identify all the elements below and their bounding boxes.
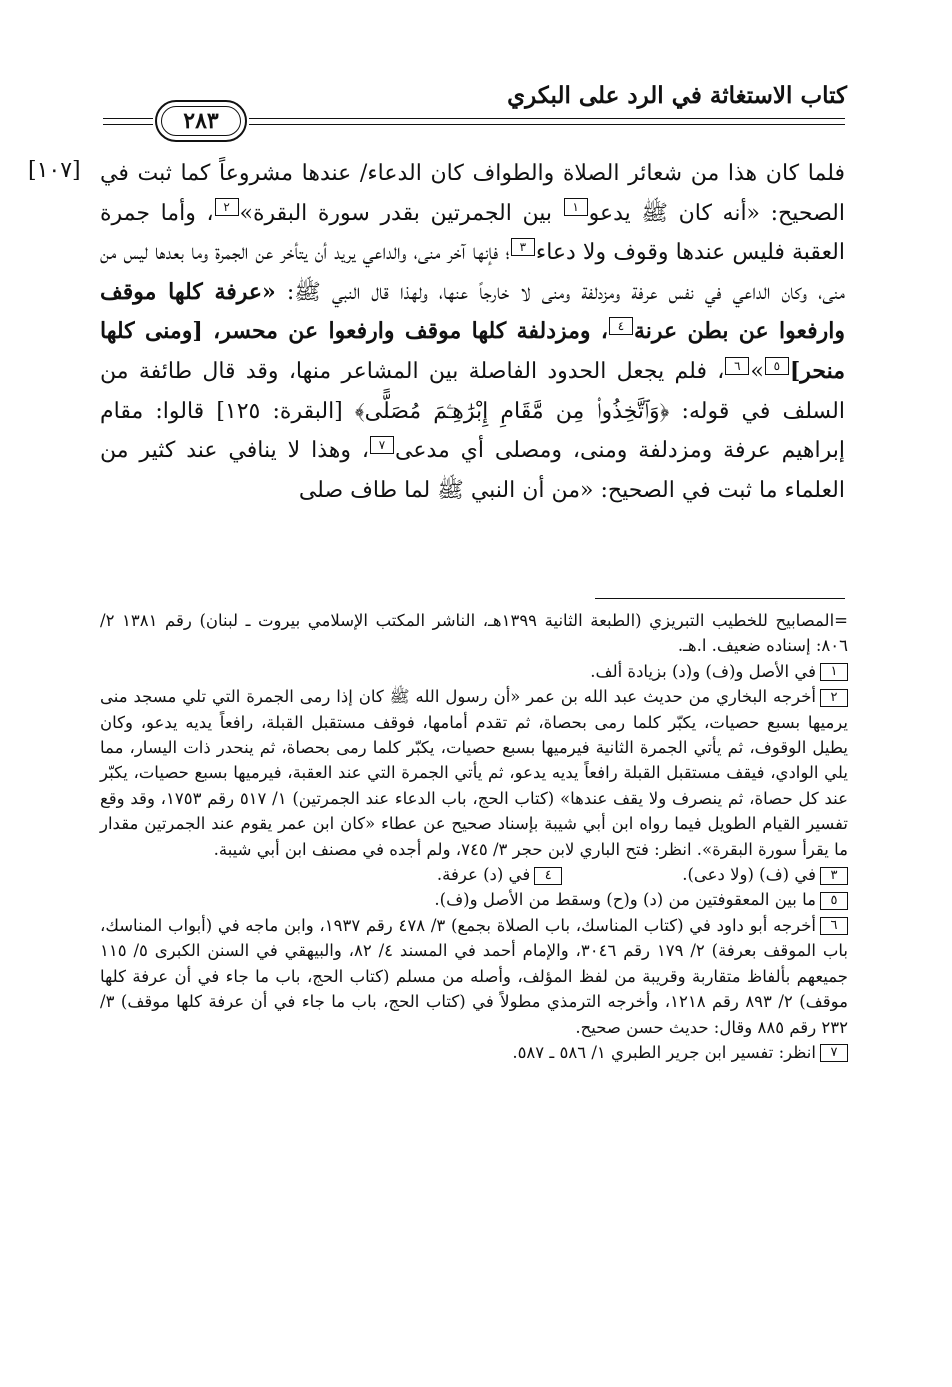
footnote-5 <box>100 887 848 912</box>
text-run: بين الجمرتين بقدر سورة البقرة» <box>239 200 563 226</box>
footnotes <box>100 608 848 1065</box>
footnote-text: في (د) عرفة. <box>436 865 531 885</box>
footnote-number: ٤ <box>534 867 562 885</box>
footnote-text: انظر: تفسير ابن جرير الطبري ١/ ٥٨٦ ـ ٥٨٧. <box>512 1042 816 1062</box>
footnote-continuation: =المصابيح للخطيب التبريزي (الطبعة الثانية ١٣٩٩هـ، الناشر المكتب الإسلامي بيروت ـ لبنان) رقم ١٣٨١ ٢/ ٨٠٦: إسناده ضعيف. ا.هـ. <box>100 611 848 656</box>
footnote-ref-1[interactable]: ١ <box>564 198 588 216</box>
header-rule-right-bottom <box>249 124 845 125</box>
main-text <box>100 154 845 510</box>
text-run: » <box>750 358 764 384</box>
footnote-1 <box>100 659 848 684</box>
footnote-text: أخرجه أبو داود في (كتاب المناسك، باب الصلاة بجمع) ٣/ ٤٧٨ رقم ١٩٣٧، وابن ماجه في (أبواب المناسك، باب الموقف بعرفة) ٢/ ١٧٩ رقم ٣٠٤٦، والإمام أحمد في المسند ٤/ ٨٢، والبيهقي في السنن الكبرى ٥/ ١١٥ جميعهم بألفاظ متقاربة وقريبة من لفظ المؤلف، وأصله من مسلم (كتاب الحج، باب ما جاء في أن عرفة كلها موقف) ٢/ ٨٩٣ رقم ١٢١٨، وأخرجه الترمذي مطولاً في (كتاب الحج، باب ما جاء في أن عرفة كلها موقف) ٣/ ٢٣٢ رقم ٨٨٥ وقال: حديث حسن صحيح. <box>100 915 848 1037</box>
footnote-number: ١ <box>820 663 848 681</box>
text-run: فلما كان هذا من شعائر الصلاة والطواف كان الدعاء/ عندها مشروعاً كما ثبت في الصحيح: «أنه كان ﷺ يدعو <box>100 161 845 226</box>
text-run: ، وأما جمرة العقبة فليس عندها وقوف ولا دعاء <box>100 200 845 266</box>
footnote-separator <box>595 598 845 599</box>
footnote-text: في (ف) (ولا دعى). <box>682 865 816 885</box>
footnote-number: ٦ <box>820 917 848 935</box>
hadith-quote: «عرفة كلها موقف وارفعوا عن بطن عرنة <box>100 278 845 345</box>
header-rule-left-bottom <box>103 124 153 125</box>
header-rule-left-top <box>103 118 153 119</box>
text-run: ؛ فإنها آخر منى، والداعي يريد أن يتأخر عن الجمرة وما بعدها ليس من منى، وكان الداعي في نفس عرفة ومزدلفة ومنى لا خارجاً عنها، ولهذا قال النبي ﷺ: <box>100 240 845 305</box>
footnote-4 <box>437 862 562 887</box>
page-number: ٢٨٣ <box>161 106 241 136</box>
footnote-ref-3[interactable]: ٣ <box>511 238 535 256</box>
footnote-number: ٥ <box>820 892 848 910</box>
footnote-text: أخرجه البخاري من حديث عبد الله بن عمر «أن رسول الله ﷺ كان إذا رمى الجمرة التي تلي مسجد منى يرميها بسبع حصيات، يكبّر كلما رمى بحصاة، ثم تقدم أمامها، فوقف مستقبل القبلة، رافعاً يديه يدعو، وكان يطيل الوقوف، ثم يأتي الجمرة الثانية فيرميها بسبع حصيات، يكبّر كلما رمى بحصاة، ثم ينحدر ذات اليسار، مما يلي الوادي، فيقف مستقبل القبلة رافعاً يديه يدعو، ثم يأتي الجمرة التي عند العقبة، فيرميها بسبع حصيات، يكبّر عند كل حصاة، ثم ينصرف ولا يقف عندها» (كتاب الحج، باب الدعاء عند الجمرتين) ١/ ٥١٧ رقم ١٧٥٣، وقد وقع تفسير القيام الطويل فيما رواه ابن أبي شيبة بإسناد صحيح عن عطاء «كان ابن عمر يقوم عند الجمرتين مقدار ما يقرأ سورة البقرة». انظر: فتح الباري لابن حجر ٣/ ٧٤٥، ولم أجده في مصنف ابن أبي شيبة. <box>100 687 849 859</box>
footnote-number: ٣ <box>820 867 848 885</box>
page-number-frame <box>155 100 247 142</box>
footnote-ref-5[interactable]: ٥ <box>765 357 789 375</box>
footnote-7 <box>100 1040 848 1065</box>
footnote-3 <box>682 862 848 887</box>
footnote-number: ٢ <box>820 689 848 707</box>
footnote-number: ٧ <box>820 1044 848 1062</box>
footnote-6 <box>100 913 848 1040</box>
footnote-ref-6[interactable]: ٦ <box>725 357 749 375</box>
footnote-text: ما بين المعقوفتين من (د) و(ح) وسقط من الأصل و(ف). <box>434 890 816 910</box>
running-header-title: كتاب الاستغاثة في الرد على البكري <box>507 82 847 109</box>
footnote-ref-7[interactable]: ٧ <box>370 436 394 454</box>
folio-marker: [١٠٧] <box>28 158 81 183</box>
main-paragraph <box>100 154 845 510</box>
footnote-ref-4[interactable]: ٤ <box>609 317 633 335</box>
footnote-row-3-4 <box>100 862 848 887</box>
text-run: ، وهذا لا ينافي عند كثير من العلماء ما ثبت في الصحيح: «من أن النبي ﷺ لما طاف صلى <box>100 438 845 503</box>
hadith-quote: ، ومزدلفة كلها موقف وارفعوا عن محسر، [ومنى كلها منحر] <box>100 318 845 384</box>
footnote-ref-2[interactable]: ٢ <box>215 198 239 216</box>
footnote-2 <box>100 684 848 862</box>
text-run: ، فلم يجعل الحدود الفاصلة بين المشاعر منها، وقد قال طائفة من السلف في قوله: ﴿وَٱتَّخِذُوا۟ مِن مَّقَامِ إِبْرَٰهِـۧمَ مُصَلًّى﴾ [البقرة: ١٢٥] قالوا: مقام إبراهيم عرفة ومزدلفة ومنى، ومصلى أي مدعى <box>100 358 846 464</box>
header-rule-right-top <box>249 118 845 119</box>
footnote-text: في الأصل و(ف) و(د) بزيادة ألف. <box>590 661 816 681</box>
